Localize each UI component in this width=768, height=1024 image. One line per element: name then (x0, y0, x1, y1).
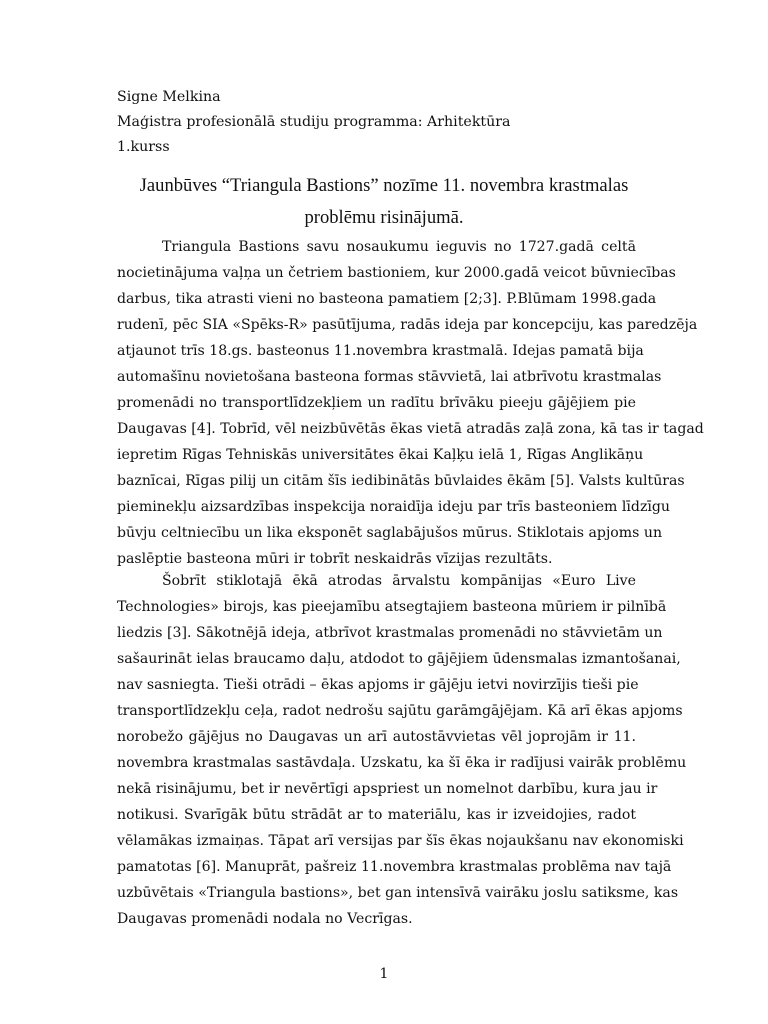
text-line: pamatotas [6]. Manuprāt, pašreiz 11.novembra krastmalas problēma nav tajā (117, 859, 672, 875)
author-name: Signe Melkina (117, 89, 221, 105)
text-line: uzbūvētais «Triangula bastions», bet gan intensīvā vairāku joslu satiksme, kas (117, 885, 679, 901)
text-line: darbus, tika atrasti vieni no basteona pamatiem [2;3]. P.Blūmam 1998.gada (117, 291, 657, 307)
text-line: Daugavas [4]. Tobrīd, vēl neizbūvētās ēkas vietā atradās zaļā zona, kā tas ir tagad (117, 421, 704, 437)
study-program: Maģistra profesionālā studiju programma: Arhitektūra (117, 114, 511, 130)
text-line: Šobrīt stiklotajā ēkā atrodas ārvalstu kompānijas «Euro Live (162, 573, 636, 589)
text-line: būvju celtniecību un lika eksponēt saglabājušos mūrus. Stiklotais apjoms un (117, 525, 663, 541)
text-line: sašaurināt ielas braucamo daļu, atdodot to gājējiem ūdensmalas izmantošanai, (117, 651, 681, 667)
text-line: iepretim Rīgas Tehniskās universitātes ēkai Kaļķu ielā 1, Rīgas Anglikāņu (117, 447, 644, 463)
text-line: automašīnu novietošana basteona formas stāvvietā, lai atbrīvotu krastmalas (117, 369, 662, 385)
text-line: baznīcai, Rīgas pilij un citām šīs iedibinātās būvlaides ēkām [5]. Valsts kultūras (117, 473, 685, 489)
title-line: problēmu risinājumā. (304, 207, 464, 228)
text-line: atjaunot trīs 18.gs. basteonus 11.novembra krastmalā. Idejas pamatā bija (117, 343, 644, 359)
text-line: novembra krastmalas sastāvdaļa. Uzskatu, ka šī ēka ir radījusi vairāk problēmu (117, 755, 687, 771)
body-paragraph-2 (117, 568, 687, 932)
text-line: Triangula Bastions savu nosaukumu ieguvis no 1727.gadā celtā (162, 239, 636, 255)
text-line: paslēptie basteona mūri ir tobrīt neskaidrās vīzijas rezultāts. (117, 551, 553, 567)
text-line: nekā risinājumu, bet ir nevērtīgi apspriest un nomelnot darbību, kura jau ir (117, 781, 658, 797)
text-line: liedzis [3]. Sākotnējā ideja, atbrīvot krastmalas promenādi no stāvvietām un (117, 625, 663, 641)
text-line: Daugavas promenādi nodala no Vecrīgas. (117, 911, 413, 927)
text-line: promenādi no transportlīdzekļiem un radītu brīvāku pieeju gājējiem pie (117, 395, 636, 411)
text-line: nav sasniegta. Tieši otrādi – ēkas apjoms ir gājēju ietvi novirzījis tieši pie (117, 677, 639, 693)
text-line: rudenī, pēc SIA «Spēks-R» pasūtījuma, radās ideja par koncepciju, kas paredzēja (117, 317, 698, 333)
course-year: 1.kurss (117, 139, 170, 155)
body-paragraph-1 (117, 234, 704, 572)
text-line: Technologies» birojs, kas pieejamību atsegtajiem basteona mūriem ir pilnībā (117, 599, 667, 615)
text-line: norobežo gājējus no Daugavas un arī autostāvvietas vēl joprojām ir 11. (117, 729, 636, 745)
text-line: vēlamākas izmaiņas. Tāpat arī versijas par šīs ēkas nojaukšanu nav ekonomiski (117, 833, 684, 849)
text-line: transportlīdzekļu ceļa, radot nedrošu sajūtu garāmgājējam. Kā arī ēkas apjoms (117, 703, 683, 719)
document-title (100, 170, 668, 234)
text-line: pieminekļu aizsardzības inspekcija noraidīja ideju par trīs basteoniem līdzīgu (117, 499, 670, 515)
text-line: nocietinājuma vaļņa un četriem bastioniem, kur 2000.gadā veicot būvniecības (117, 265, 676, 281)
page-number: 1 (379, 966, 389, 982)
title-line: Jaunbūves “Triangula Bastions” nozīme 11. novembra krastmalas (139, 175, 629, 196)
text-line: notikusi. Svarīgāk būtu strādāt ar to materiālu, kas ir izveidojies, radot (117, 807, 636, 823)
